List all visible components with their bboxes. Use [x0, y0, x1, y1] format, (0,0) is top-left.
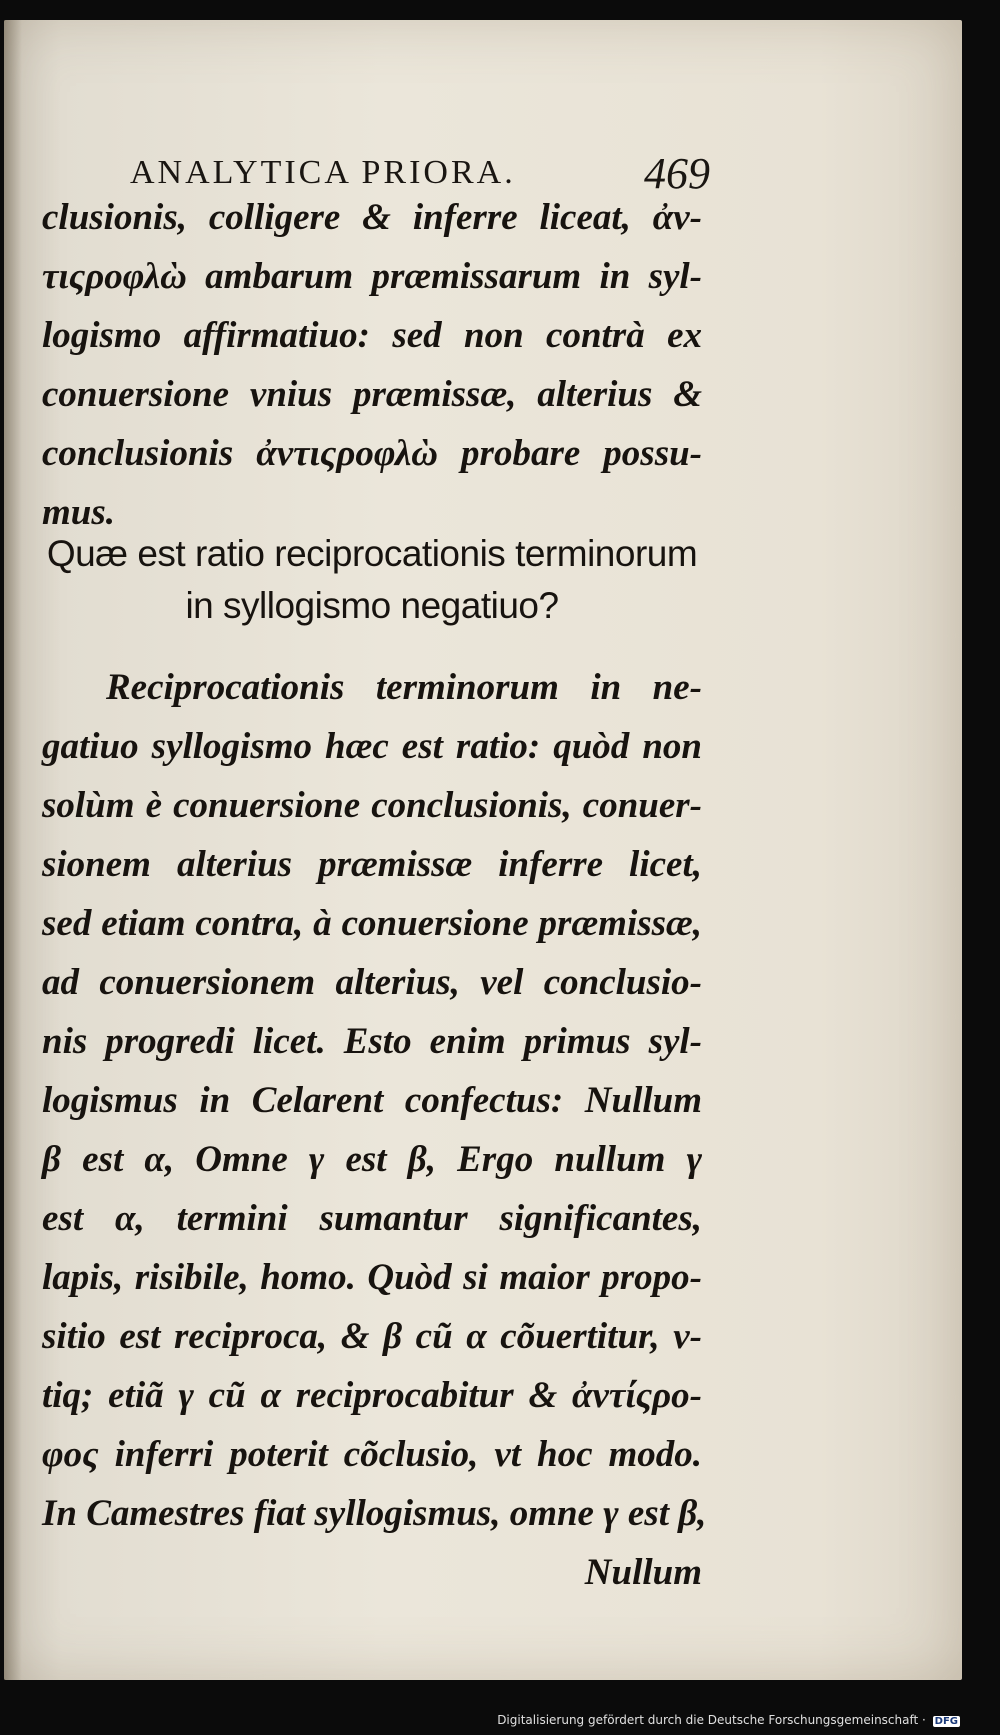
- text-line: ad conuersionem alterius, vel conclusio-: [42, 962, 702, 1003]
- page-number: 469: [644, 149, 710, 198]
- text-line: solùm è conuersione conclusionis, conuer-: [42, 785, 702, 826]
- text-line: β est α, Omne γ est β, Ergo nullum γ: [42, 1139, 702, 1180]
- heading-line: in syllogismo negatiuo?: [185, 585, 559, 626]
- text-line: est α, termini sumantur significantes,: [42, 1198, 702, 1239]
- text-line: conclusionis ἀντιςροφλὼ probare possu-: [42, 433, 702, 474]
- heading-line: Quæ est ratio reciprocationis terminorum: [46, 533, 698, 574]
- text-line: sionem alterius præmissæ inferre licet,: [42, 844, 702, 885]
- paragraph-answer: [42, 658, 707, 1602]
- text-line: logismus in Celarent confectus: Nullum: [42, 1080, 702, 1121]
- text-line: τιςροφλὼ ambarum præmissarum in syl-: [42, 256, 702, 297]
- text-line: mus.: [42, 492, 116, 533]
- catchword: Nullum: [584, 1552, 702, 1593]
- text-line: nis progredi licet. Esto enim primus syl-: [42, 1021, 702, 1062]
- text-line: Reciprocationis terminorum in ne-: [106, 667, 702, 708]
- text-line: φος inferri poterit cõclusio, vt hoc modo.: [42, 1434, 702, 1475]
- text-line: conuersione vnius præmissæ, alterius &: [42, 374, 702, 415]
- text-line: sed etiam contra, à conuersione præmissæ,: [42, 903, 702, 944]
- text-line: logismo affirmatiuo: sed non contrà ex: [42, 315, 702, 356]
- section-heading: [42, 528, 702, 632]
- book-page: [4, 20, 962, 1680]
- text-line: lapis, risibile, homo. Quòd si maior propo-: [42, 1257, 702, 1298]
- text-line: In Camestres fiat syllogismus, omne γ est β,: [42, 1493, 707, 1534]
- text-line: gatiuo syllogismo hæc est ratio: quòd non: [42, 726, 702, 767]
- running-title: ANALYTICA PRIORA.: [130, 154, 516, 191]
- paragraph-continuation: [42, 188, 702, 542]
- credit-text: Digitalisierung gefördert durch die Deutsche Forschungsgemeinschaft ·: [497, 1713, 926, 1727]
- text-line: sitio est reciproca, & β cũ α cõuertitur, v-: [42, 1316, 702, 1357]
- text-line: tiq; etiã γ cũ α reciprocabitur & ἀντίςρο-: [42, 1375, 702, 1416]
- text-line: clusionis, colligere & inferre liceat, ἀν-: [42, 197, 702, 238]
- digitization-credit: [497, 1713, 960, 1727]
- dfg-logo: DFG: [934, 1716, 958, 1727]
